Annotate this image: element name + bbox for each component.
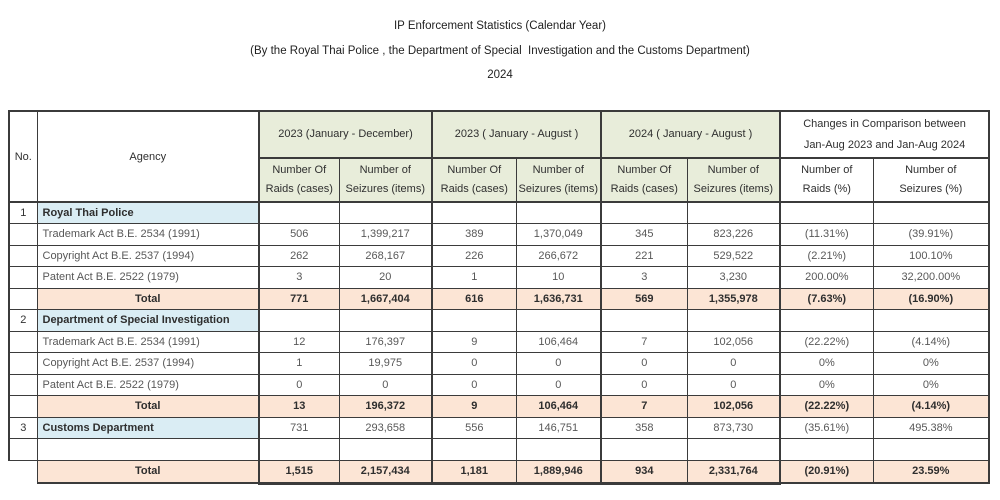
- value-cell: 226: [432, 245, 516, 267]
- subheader-line: Number of: [532, 164, 584, 176]
- value-cell: 495.38%: [873, 417, 989, 439]
- value-cell: 9: [432, 396, 516, 418]
- value-cell: 569: [601, 288, 687, 310]
- value-cell: [516, 202, 601, 224]
- value-cell: 1,636,731: [516, 288, 601, 310]
- value-cell: 0: [432, 353, 516, 375]
- value-cell: [259, 310, 339, 332]
- value-cell: 106,464: [516, 396, 601, 418]
- value-cell: 1,399,217: [339, 224, 432, 246]
- value-cell: [601, 439, 687, 461]
- value-cell: 7: [601, 331, 687, 353]
- value-cell: 12: [259, 331, 339, 353]
- value-cell: 1,181: [432, 460, 516, 483]
- value-cell: (20.91%): [780, 460, 873, 483]
- value-cell: (4.14%): [873, 396, 989, 418]
- agency-cell: Customs Department: [37, 417, 259, 439]
- table-row: [9, 202, 989, 224]
- value-cell: 1,667,404: [339, 288, 432, 310]
- value-cell: 1: [259, 353, 339, 375]
- value-cell: [601, 202, 687, 224]
- agency-cell: Patent Act B.E. 2522 (1979): [37, 374, 259, 396]
- agency-cell: Copyright Act B.E. 2537 (1994): [37, 353, 259, 375]
- group-header-2024-jan-aug: [601, 111, 780, 158]
- value-cell: 0: [601, 353, 687, 375]
- value-cell: 293,658: [339, 417, 432, 439]
- subheader-line: Raids (%): [802, 183, 851, 195]
- subheader-raids-2023-jan-aug: [432, 158, 516, 202]
- value-cell: 176,397: [339, 331, 432, 353]
- subheader-line: Seizures (items): [693, 183, 774, 195]
- page-title: IP Enforcement Statistics (Calendar Year): [393, 20, 606, 32]
- value-cell: 268,167: [339, 245, 432, 267]
- value-cell: 23.59%: [873, 460, 989, 483]
- value-cell: 0%: [780, 353, 873, 375]
- value-cell: 3: [259, 267, 339, 289]
- value-cell: 20: [339, 267, 432, 289]
- value-cell: 0: [516, 353, 601, 375]
- row-number-cell: [9, 288, 37, 310]
- value-cell: 823,226: [687, 224, 780, 246]
- value-cell: 934: [601, 460, 687, 483]
- value-cell: (22.22%): [780, 331, 873, 353]
- subheader-raids-change-pct: [780, 158, 873, 202]
- agency-cell: Patent Act B.E. 2522 (1979): [37, 267, 259, 289]
- row-number-cell: 3: [9, 417, 37, 439]
- value-cell: [780, 439, 873, 461]
- value-cell: [339, 439, 432, 461]
- value-cell: 200.00%: [780, 267, 873, 289]
- subheader-line: Number of: [359, 164, 411, 176]
- value-cell: [432, 439, 516, 461]
- table-row: [9, 439, 989, 461]
- value-cell: (11.31%): [780, 224, 873, 246]
- value-cell: 196,372: [339, 396, 432, 418]
- value-cell: [339, 310, 432, 332]
- agency-cell: Trademark Act B.E. 2534 (1991): [37, 331, 259, 353]
- table-row: [9, 353, 989, 375]
- value-cell: 2,157,434: [339, 460, 432, 483]
- column-header-agency: Agency: [37, 111, 259, 202]
- value-cell: 1,370,049: [516, 224, 601, 246]
- value-cell: 13: [259, 396, 339, 418]
- agency-cell: Total: [37, 288, 259, 310]
- agency-cell: Royal Thai Police: [37, 202, 259, 224]
- table-row: [9, 331, 989, 353]
- value-cell: 771: [259, 288, 339, 310]
- value-cell: 19,975: [339, 353, 432, 375]
- value-cell: [339, 202, 432, 224]
- subheader-line: Raids (cases): [440, 183, 508, 195]
- value-cell: [687, 310, 780, 332]
- row-number-cell: [9, 331, 37, 353]
- group-header-2023-full-year-label: 2023 (January - December): [278, 128, 413, 140]
- subheader-line: Seizures (items): [345, 183, 425, 195]
- value-cell: (16.90%): [873, 288, 989, 310]
- value-cell: 0%: [873, 374, 989, 396]
- value-cell: (22.22%): [780, 396, 873, 418]
- row-number-cell: [9, 439, 37, 461]
- value-cell: 529,522: [687, 245, 780, 267]
- value-cell: 0: [259, 374, 339, 396]
- value-cell: 556: [432, 417, 516, 439]
- table-row: [9, 310, 989, 332]
- row-number-cell: [9, 245, 37, 267]
- subheader-line: Raids (cases): [610, 183, 678, 195]
- value-cell: 0: [687, 374, 780, 396]
- subheader-line: Seizures (items): [518, 183, 598, 195]
- value-cell: 1,355,978: [687, 288, 780, 310]
- value-cell: [873, 202, 989, 224]
- value-cell: [687, 202, 780, 224]
- value-cell: 2,331,764: [687, 460, 780, 483]
- subheader-raids-2023-full-year: [259, 158, 339, 202]
- group-header-2023-jan-aug-label: 2023 ( January - August ): [454, 128, 579, 140]
- value-cell: (4.14%): [873, 331, 989, 353]
- value-cell: 506: [259, 224, 339, 246]
- value-cell: 1: [432, 267, 516, 289]
- agency-cell: Total: [37, 460, 259, 483]
- subheader-line: Number Of: [617, 164, 672, 176]
- value-cell: [873, 439, 989, 461]
- group-header-changes: [780, 111, 989, 158]
- value-cell: 345: [601, 224, 687, 246]
- value-cell: 0: [601, 374, 687, 396]
- value-cell: (7.63%): [780, 288, 873, 310]
- value-cell: 0: [432, 374, 516, 396]
- table-row: [9, 396, 989, 418]
- value-cell: (39.91%): [873, 224, 989, 246]
- table-row: [9, 374, 989, 396]
- group-header-2023-jan-aug: [432, 111, 601, 158]
- value-cell: 32,200.00%: [873, 267, 989, 289]
- table-row: [9, 245, 989, 267]
- subheader-seizures-2023-jan-aug: [516, 158, 601, 202]
- value-cell: 731: [259, 417, 339, 439]
- value-cell: 3,230: [687, 267, 780, 289]
- value-cell: 102,056: [687, 331, 780, 353]
- value-cell: 100.10%: [873, 245, 989, 267]
- row-number-cell: [9, 396, 37, 418]
- value-cell: 7: [601, 396, 687, 418]
- value-cell: 10: [516, 267, 601, 289]
- table-row: [9, 417, 989, 439]
- agency-cell: [37, 439, 259, 461]
- value-cell: [687, 439, 780, 461]
- agency-cell: Total: [37, 396, 259, 418]
- value-cell: 262: [259, 245, 339, 267]
- row-number-cell: [9, 267, 37, 289]
- value-cell: 616: [432, 288, 516, 310]
- group-header-2024-jan-aug-label: 2024 ( January - August ): [628, 128, 753, 140]
- value-cell: 0: [687, 353, 780, 375]
- value-cell: 0: [339, 374, 432, 396]
- value-cell: 221: [601, 245, 687, 267]
- subheader-line: Number Of: [272, 164, 327, 176]
- row-number-cell: [9, 353, 37, 375]
- page-subtitle: (By the Royal Thai Police , the Department of Special Investigation and the Customs Department): [250, 45, 750, 57]
- value-cell: 106,464: [516, 331, 601, 353]
- value-cell: [516, 310, 601, 332]
- value-cell: (35.61%): [780, 417, 873, 439]
- subheader-seizures-change-pct: [873, 158, 989, 202]
- value-cell: 3: [601, 267, 687, 289]
- subheader-line: Number of: [707, 164, 759, 176]
- page-year: 2024: [487, 69, 513, 81]
- value-cell: 9: [432, 331, 516, 353]
- value-cell: (2.21%): [780, 245, 873, 267]
- agency-cell: Trademark Act B.E. 2534 (1991): [37, 224, 259, 246]
- statistics-table: [8, 110, 990, 485]
- subheader-seizures-2023-full-year: [339, 158, 432, 202]
- table-row: [9, 224, 989, 246]
- value-cell: 1,889,946: [516, 460, 601, 483]
- value-cell: [516, 439, 601, 461]
- table-body: [9, 202, 989, 483]
- value-cell: 873,730: [687, 417, 780, 439]
- row-number-cell: 2: [9, 310, 37, 332]
- value-cell: 266,672: [516, 245, 601, 267]
- subheader-line: Number of: [905, 164, 957, 176]
- subheader-raids-2024-jan-aug: [601, 158, 687, 202]
- value-cell: 102,056: [687, 396, 780, 418]
- value-cell: 389: [432, 224, 516, 246]
- subheader-line: Seizures (%): [899, 183, 963, 195]
- table-row: [9, 460, 989, 483]
- subheader-line: Number Of: [447, 164, 502, 176]
- subheader-seizures-2024-jan-aug: [687, 158, 780, 202]
- row-number-cell: [9, 460, 37, 483]
- value-cell: [601, 310, 687, 332]
- group-header-2023-full-year: [259, 111, 432, 158]
- value-cell: 0%: [780, 374, 873, 396]
- row-number-cell: [9, 224, 37, 246]
- subheader-line: Number of: [801, 164, 853, 176]
- value-cell: 0: [516, 374, 601, 396]
- group-header-changes-line1: Changes in Comparison between: [803, 117, 966, 130]
- value-cell: [780, 310, 873, 332]
- row-number-cell: 1: [9, 202, 37, 224]
- value-cell: [780, 202, 873, 224]
- group-header-changes-line2: Jan-Aug 2023 and Jan-Aug 2024: [803, 138, 966, 151]
- value-cell: 1,515: [259, 460, 339, 483]
- subheader-line: Raids (cases): [265, 183, 333, 195]
- value-cell: 0%: [873, 353, 989, 375]
- value-cell: [259, 202, 339, 224]
- column-header-no: No.: [9, 111, 37, 202]
- value-cell: [873, 310, 989, 332]
- value-cell: 146,751: [516, 417, 601, 439]
- table-row: [9, 288, 989, 310]
- table-row: [9, 267, 989, 289]
- value-cell: [432, 310, 516, 332]
- row-number-cell: [9, 374, 37, 396]
- value-cell: [432, 202, 516, 224]
- header-group-row: [9, 111, 989, 158]
- agency-cell: Copyright Act B.E. 2537 (1994): [37, 245, 259, 267]
- value-cell: [259, 439, 339, 461]
- value-cell: 358: [601, 417, 687, 439]
- agency-cell: Department of Special Investigation: [37, 310, 259, 332]
